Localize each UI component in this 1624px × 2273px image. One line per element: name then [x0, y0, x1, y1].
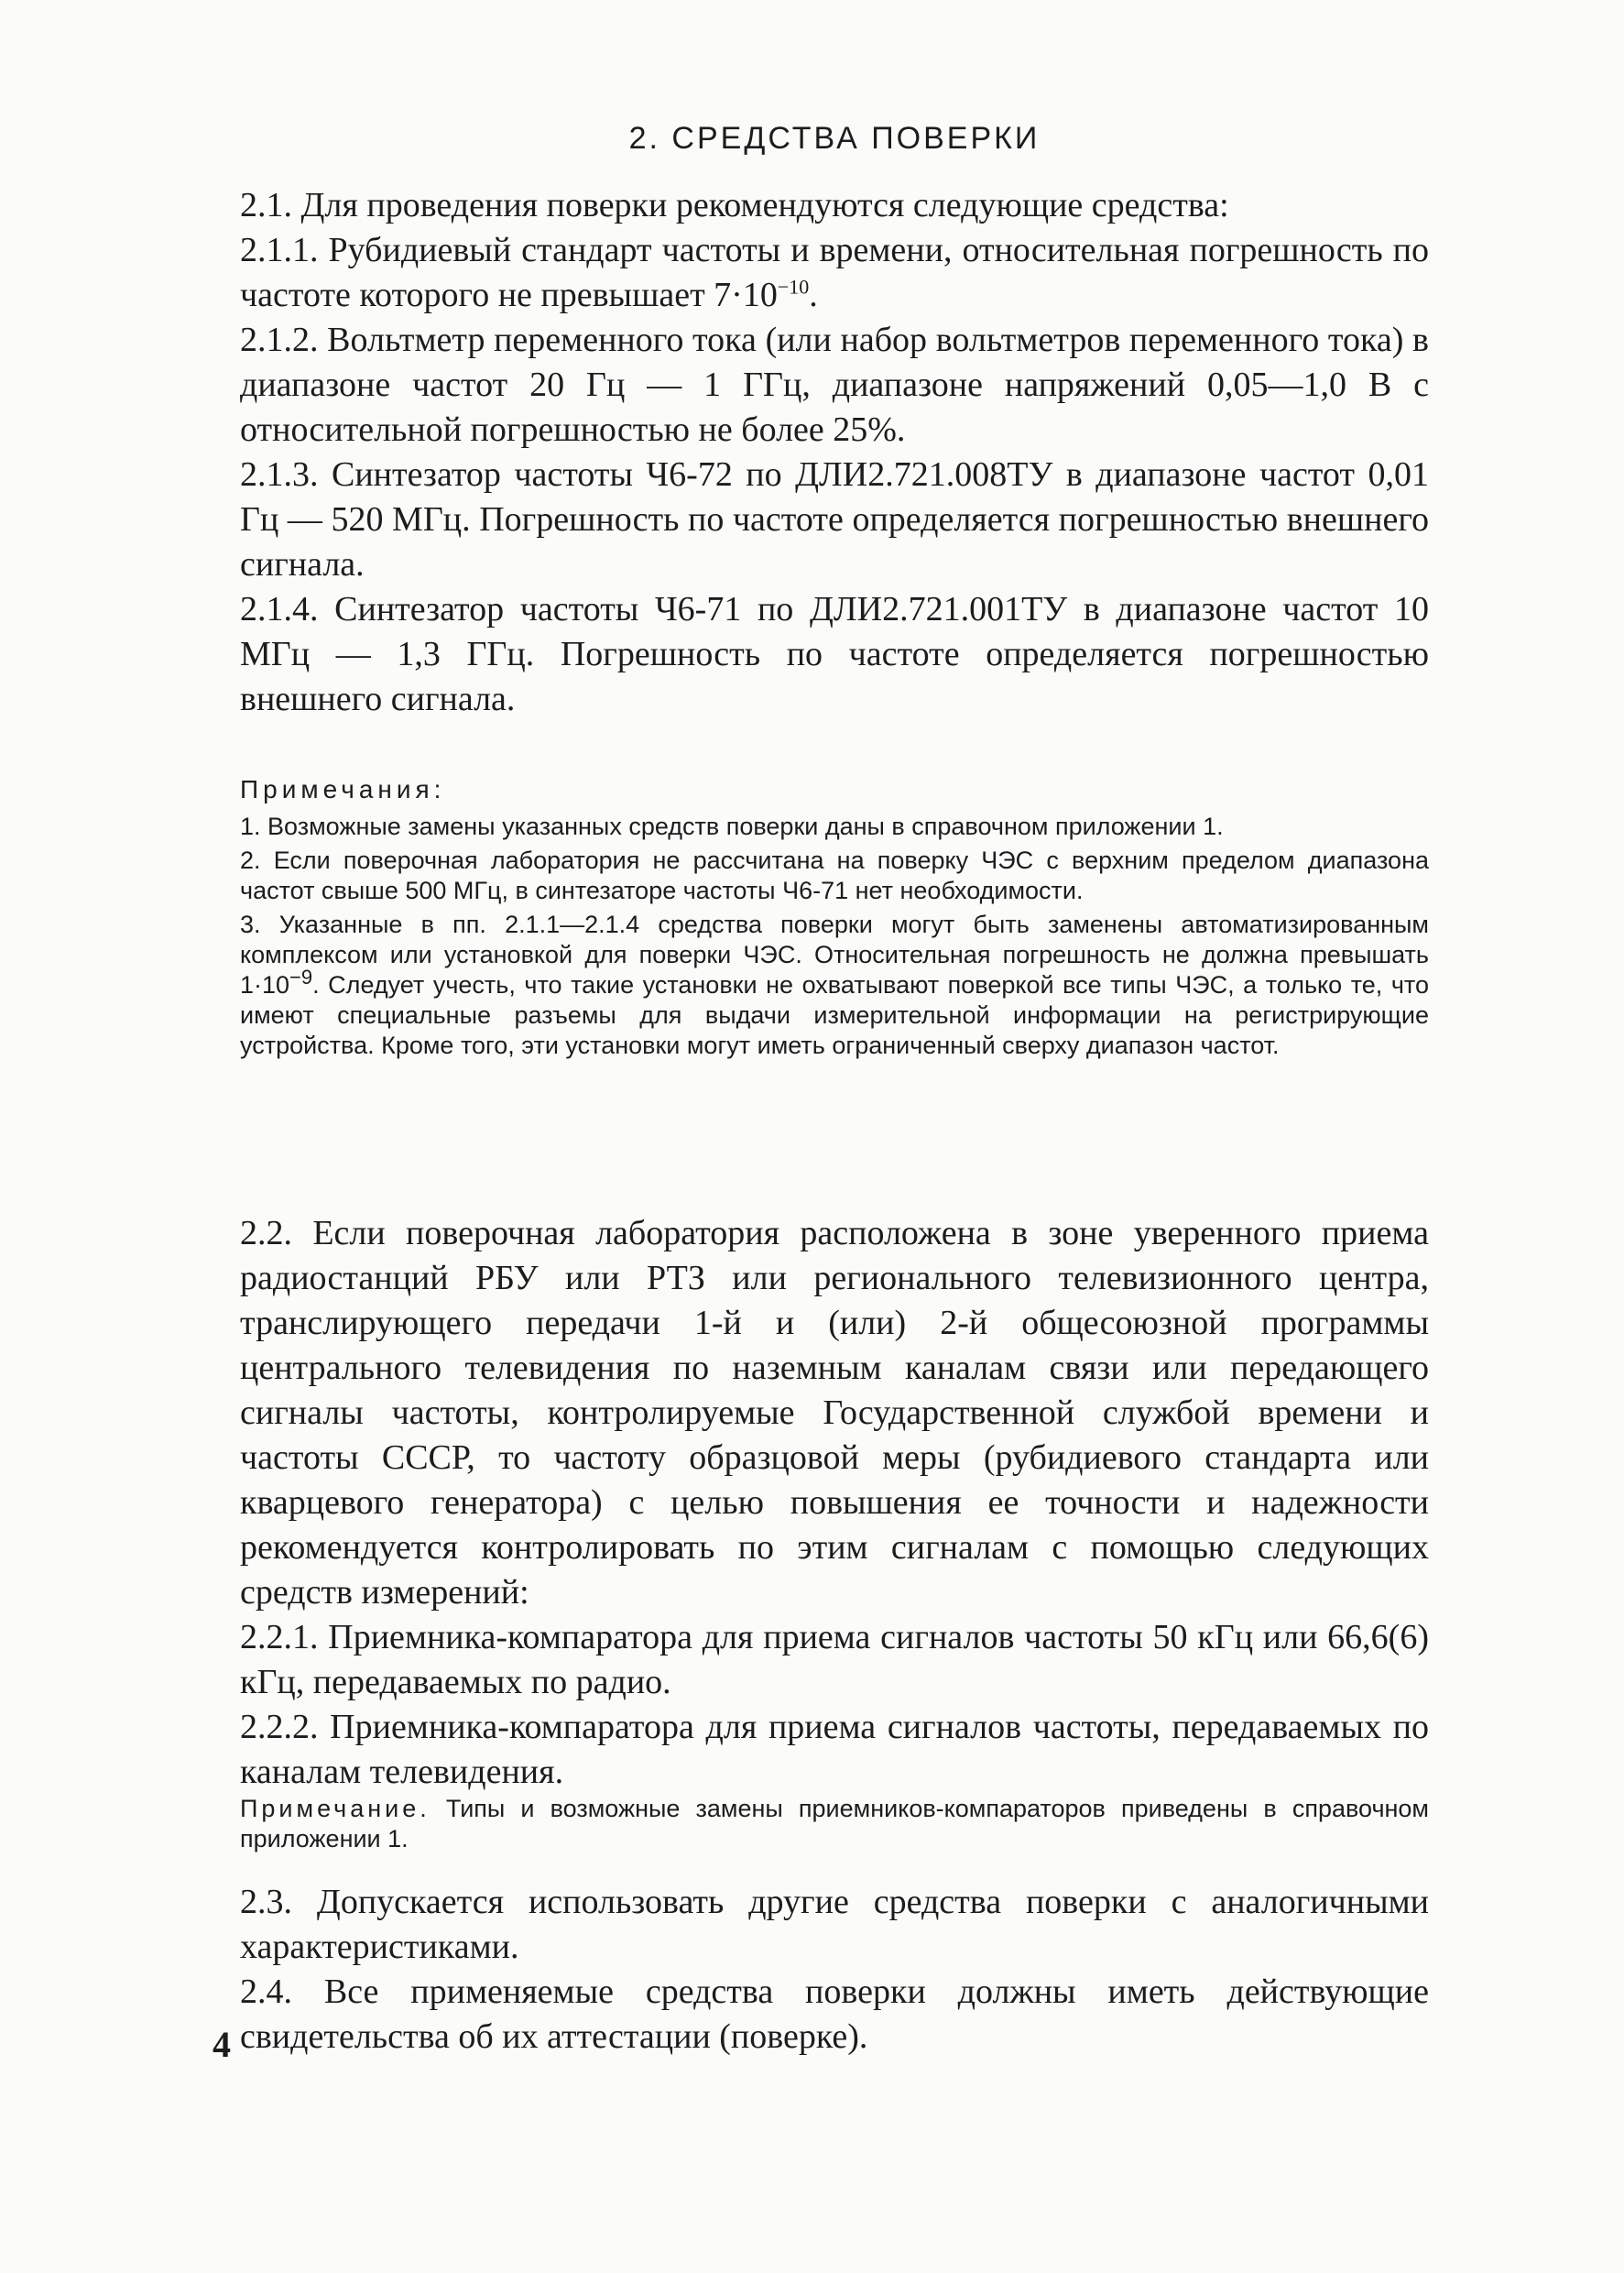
section-title: 2. СРЕДСТВА ПОВЕРКИ: [628, 121, 1041, 156]
exponent: −9: [289, 966, 313, 989]
paragraph-2-1: 2.1. Для проведения поверки рекомендуются следующие средства:: [240, 186, 1229, 224]
paragraph-2-4: 2.4. Все применяемые средства поверки должны иметь действующие свидетельства об их аттестации (поверке).: [240, 1972, 1429, 2056]
paragraph-2-2: 2.2. Если поверочная лаборатория расположена в зоне уверенного приема радиостанций РБУ или РТЗ или регионального телевизионного центра, транслирующего передачи 1-й и (или) 2-й общесоюзной программы центрального телевидения по наземным каналам связи или передающего сигналы частоты, контролируемые Государственной службой времени и частоты СССР, то частоту образцовой меры (рубидиевого стандарта или кварцевого генератора) с целью повышения ее точности и надежности рекомендуется контролировать по этим сигналам с помощью следующих средств измерений:: [240, 1214, 1429, 1612]
paragraph-2-1-3: 2.1.3. Синтезатор частоты Ч6-72 по ДЛИ2.721.008ТУ в диапазоне частот 0,01 Гц — 520 МГц. Погрешность по частоте определяется погрешностью внешнего сигнала.: [240, 455, 1429, 584]
note-block: [240, 1794, 1429, 1854]
section-body-2-2: [240, 1211, 1429, 1795]
note-3-text: 3. Указанные в пп. 2.1.1—2.1.4 средства поверки могут быть заменены автоматизированным комплексом или установкой для поверки ЧЭС. Относительная погрешность не должна превышать 1·10: [240, 911, 1429, 999]
paragraph-2-2-1: 2.2.1. Приемника-компаратора для приема сигналов частоты 50 кГц или 66,6(6) кГц, передаваемых по радио.: [240, 1618, 1429, 1701]
note-single-text: Типы и возможные замены приемников-компараторов приведены в справочном приложении 1.: [240, 1795, 1429, 1852]
paragraph-2-2-2: 2.2.2. Приемника-компаратора для приема сигналов частоты, передаваемых по каналам телевидения.: [240, 1708, 1429, 1791]
paragraph-2-1-1-text: 2.1.1. Рубидиевый стандарт частоты и времени, относительная погрешность по частоте которого не превышает 7·10: [240, 231, 1429, 314]
paragraph-2-1-1: [240, 228, 1429, 318]
section-body-2-3: [240, 1880, 1429, 2060]
punctuation: .: [809, 276, 818, 314]
paragraph-2-3: 2.3. Допускается использовать другие средства поверки с аналогичными характеристиками.: [240, 1883, 1429, 1966]
paragraph-2-1-2: 2.1.2. Вольтметр переменного тока (или набор вольтметров переменного тока) в диапазоне частот 20 Гц — 1 ГГц, диапазоне напряжений 0,05—1,0 В с относительной погрешностью не более 25%.: [240, 321, 1429, 449]
section-body-2-1: [240, 183, 1429, 722]
note-3: [240, 910, 1429, 1061]
page-number: 4: [213, 2024, 231, 2065]
note-2: 2. Если поверочная лаборатория не рассчитана на поверку ЧЭС с верхним пределом диапазона частот свыше 500 МГц, в синтезаторе частоты Ч6-71 нет необходимости.: [240, 847, 1429, 904]
note-1: 1. Возможные замены указанных средств поверки даны в справочном приложении 1.: [240, 813, 1224, 840]
notes-block: [240, 771, 1429, 1061]
notes-title: Примечания:: [240, 775, 446, 803]
note-3-continuation: . Следует учесть, что такие установки не охватывают поверкой все типы ЧЭС, а только те, что имеют специальные разъемы для выдачи измерительной информации на регистрирующие устройства. Кроме того, эти установки могут иметь ограниченный сверху диапазон частот.: [240, 971, 1429, 1059]
paragraph-2-1-4: 2.1.4. Синтезатор частоты Ч6-71 по ДЛИ2.721.001ТУ в диапазоне частот 10 МГц — 1,3 ГГц. Погрешность по частоте определяется погрешностью внешнего сигнала.: [240, 590, 1429, 718]
exponent: −10: [777, 275, 810, 299]
note-single-title: Примечание.: [240, 1795, 431, 1822]
note-single: [240, 1794, 1429, 1854]
